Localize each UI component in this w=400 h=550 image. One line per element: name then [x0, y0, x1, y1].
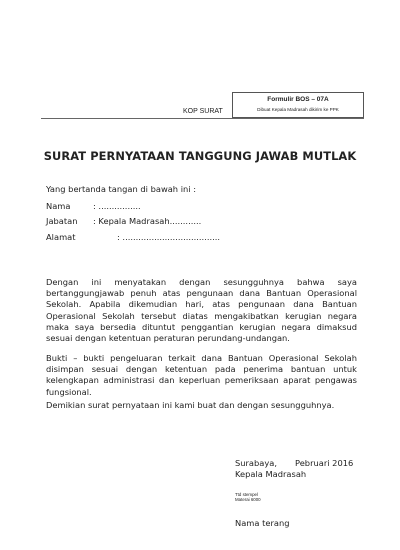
stamp-note-line1: Ttd stempel	[235, 492, 258, 497]
stamp-note-line2: Materai 6000	[235, 497, 261, 502]
signature-date: Pebruari 2016	[295, 458, 354, 468]
form-code: Formulir BOS – 07A	[267, 96, 329, 103]
field-value-jabatan: : Kepala Madrasah............	[93, 216, 202, 226]
document-title: SURAT PERNYATAAN TANGGUNG JAWAB MUTLAK	[43, 149, 357, 163]
kop-divider	[41, 118, 364, 119]
signature-position: Kepala Madrasah	[235, 469, 307, 479]
field-value-nama: : ................	[93, 201, 141, 211]
kop-surat-label: KOP SURAT	[183, 108, 223, 115]
closing-text: Demikian surat pernyataan ini kami buat dan dengan sesungguhnya.	[46, 400, 335, 410]
field-label-nama: Nama	[46, 201, 71, 211]
field-label-alamat: Alamat	[46, 232, 76, 242]
field-label-jabatan: Jabatan	[46, 216, 78, 226]
form-note: Dibuat Kepala Madrasah dikirim ke PPK	[257, 107, 339, 112]
statement-paragraph: Dengan ini menyatakan dengan sesungguhnya bahwa saya bertanggungjawab penuh atas pengunaan dana Bantuan Operasional Sekolah. Apabila dikemudian hari, atas pengunaan dana Bantuan Operasional Sekolah tersebut diatas mengakibatkan kerugian negara maka saya bersedia dituntut penggantian kerugian negara dimaksud sesuai dengan ketentuan peraturan perundang-undangan.	[46, 277, 357, 344]
intro-text: Yang bertanda tangan di bawah ini :	[46, 184, 197, 194]
signature-name: Nama terang	[235, 518, 290, 528]
field-value-alamat: : .....................................	[117, 232, 221, 242]
signature-city: Surabaya,	[235, 458, 278, 468]
evidence-paragraph: Bukti – bukti pengeluaran terkait dana Bantuan Operasional Sekolah disimpan sesuai dengan ketentuan pada penerima bantuan untuk kelengkapan administrasi dan keperluan pemeriksaan aparat pengawas fungsional.	[46, 353, 357, 397]
form-code-box	[232, 92, 364, 118]
